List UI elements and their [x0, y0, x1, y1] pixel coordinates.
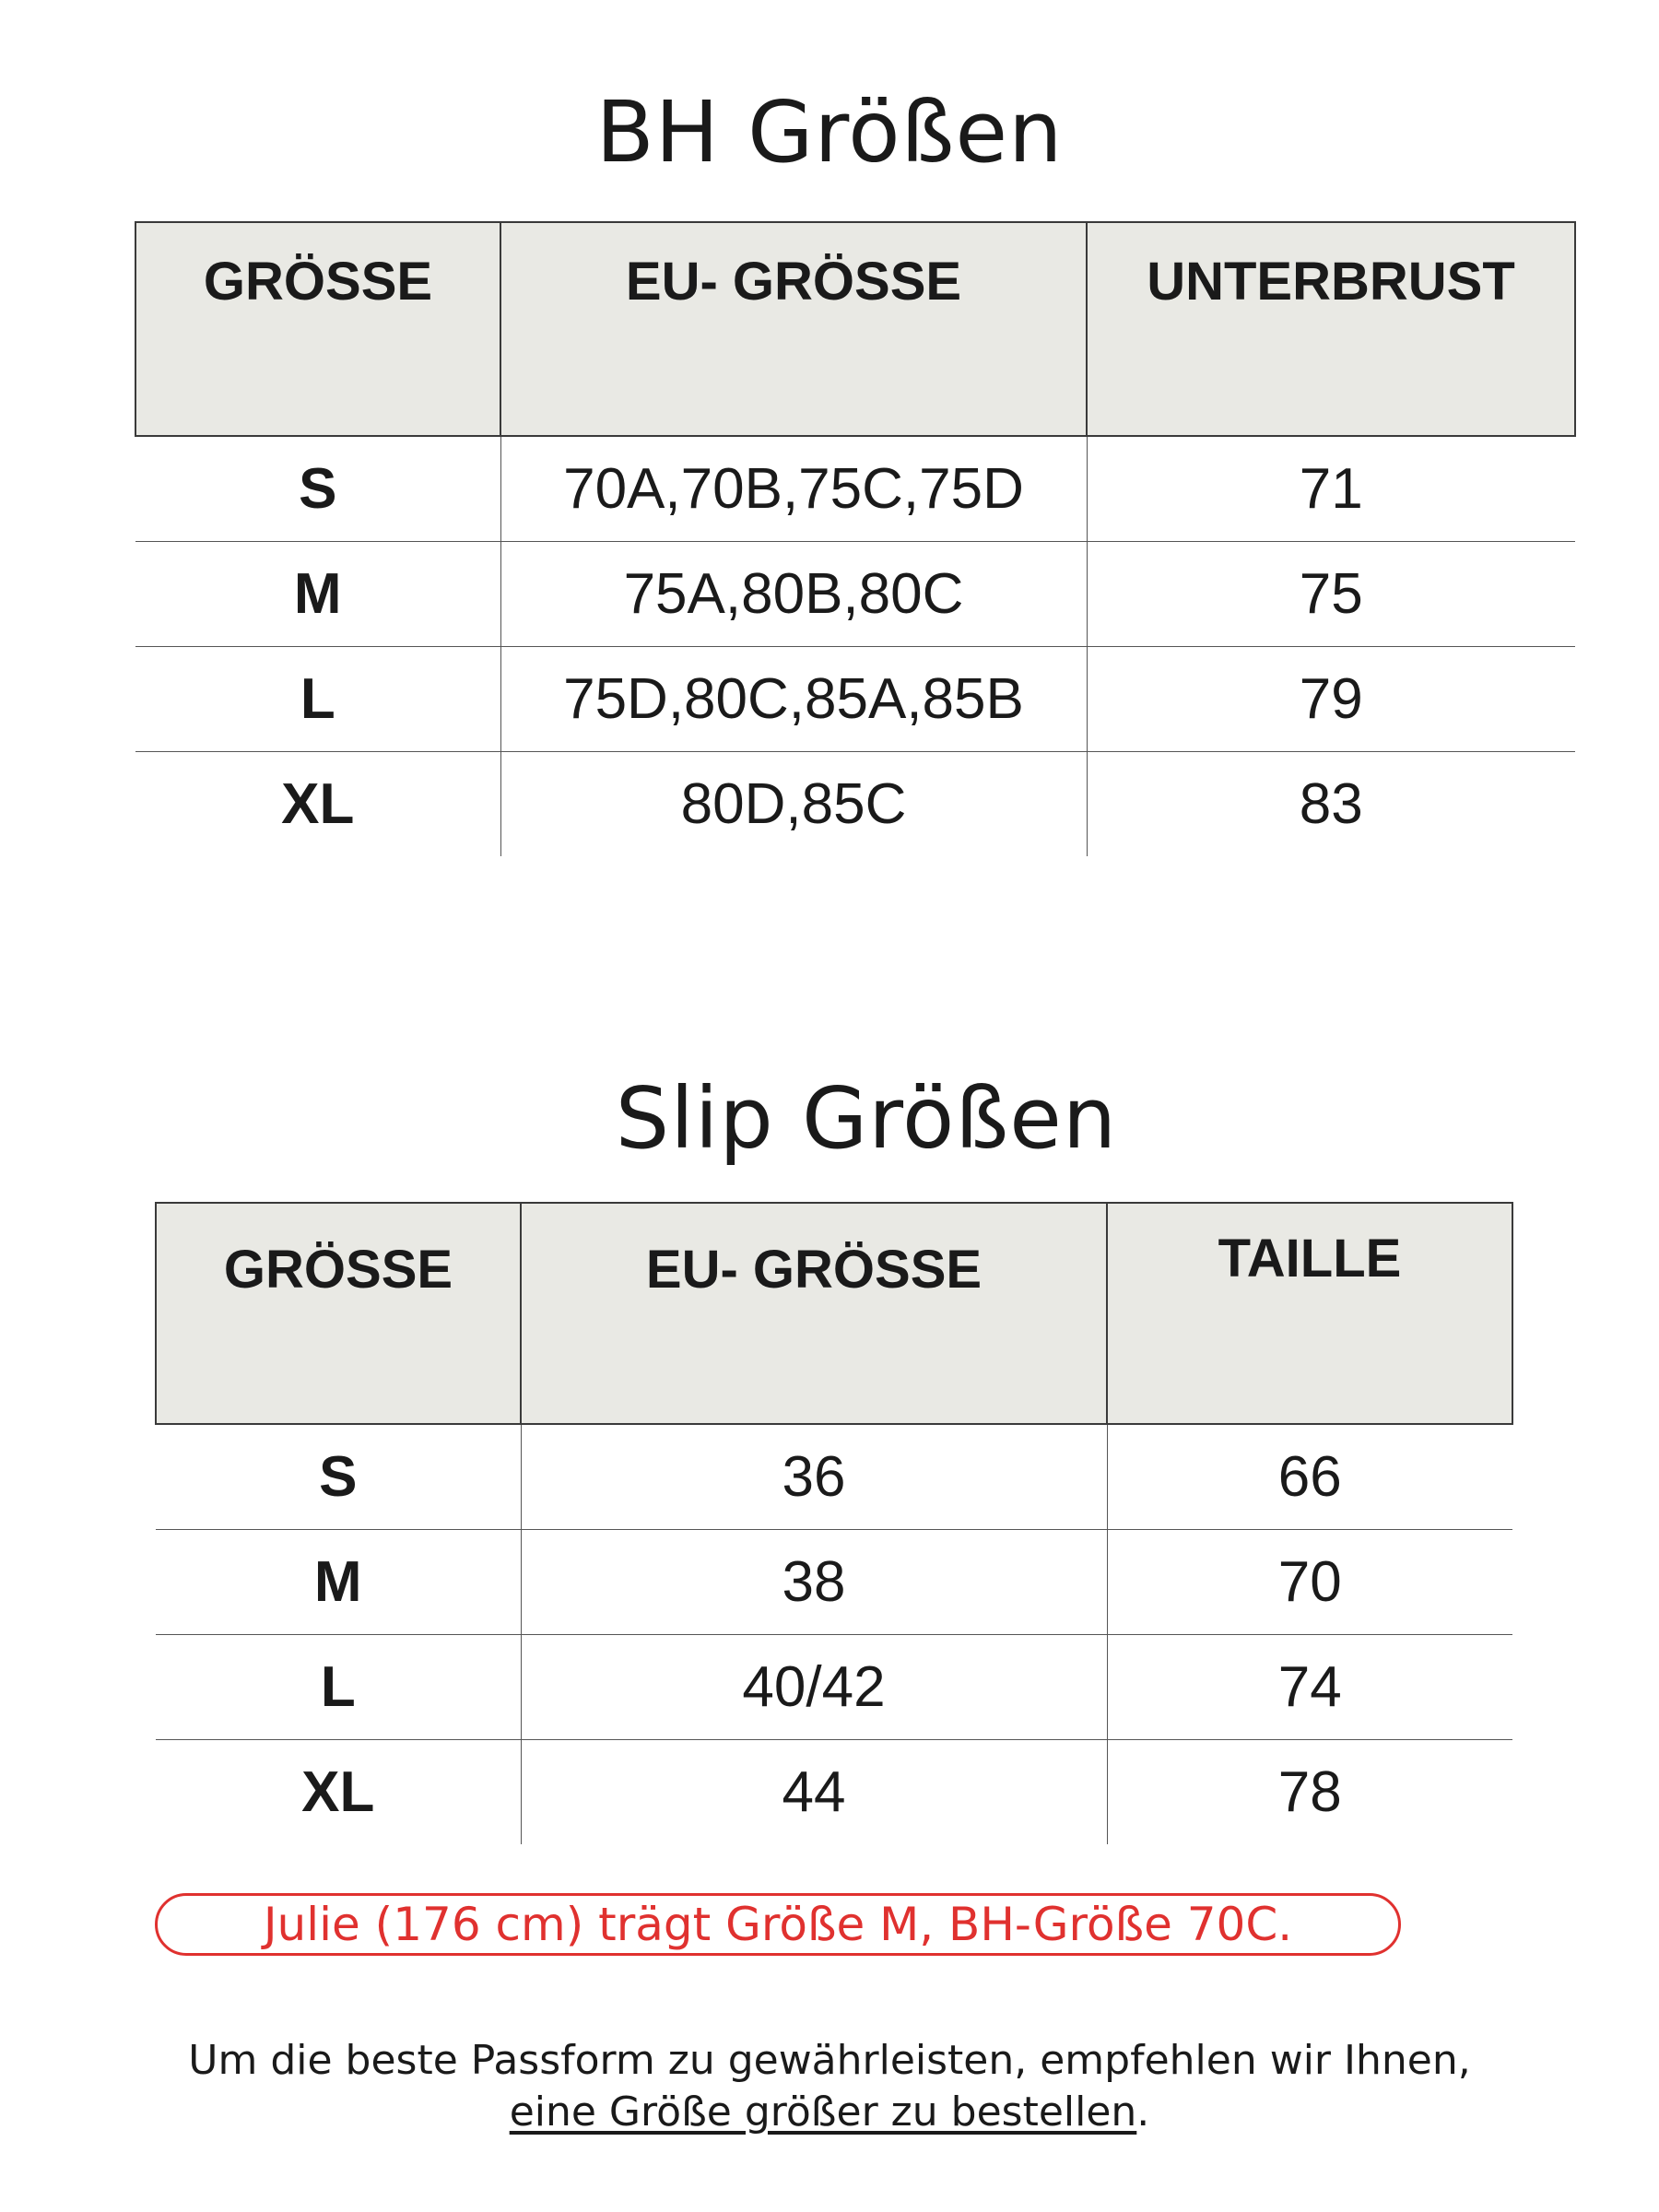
table-row	[135, 436, 1575, 542]
eu-size-cell: 70A,70B,75C,75D	[500, 436, 1087, 542]
size-cell: S	[135, 436, 500, 542]
table-row	[135, 542, 1575, 647]
eu-size-cell: 75A,80B,80C	[500, 542, 1087, 647]
slip-size-table	[155, 1202, 1513, 1844]
size-cell: L	[156, 1635, 521, 1740]
header-size: GRÖSSE	[135, 222, 500, 436]
eu-size-cell: 38	[521, 1530, 1107, 1635]
size-cell: L	[135, 647, 500, 752]
header-underbust: UNTERBRUST	[1087, 222, 1575, 436]
header-eu-size: EU- GRÖSSE	[500, 222, 1087, 436]
waist-cell: 66	[1107, 1424, 1512, 1530]
underbust-cell: 79	[1087, 647, 1575, 752]
table-row	[135, 647, 1575, 752]
table-header-row	[156, 1203, 1512, 1424]
eu-size-cell: 36	[521, 1424, 1107, 1530]
eu-size-cell: 80D,85C	[500, 752, 1087, 857]
underbust-cell: 75	[1087, 542, 1575, 647]
size-cell: M	[135, 542, 500, 647]
fit-advice-line-1: Um die beste Passform zu gewährleisten, empfehlen wir Ihnen,	[188, 2037, 1471, 2084]
waist-cell: 70	[1107, 1530, 1512, 1635]
table-row	[156, 1424, 1512, 1530]
table-header-row	[135, 222, 1575, 436]
waist-cell: 74	[1107, 1635, 1512, 1740]
fit-advice-line-2	[0, 2088, 1659, 2136]
size-up-advice: eine Größe größer zu bestellen	[509, 2088, 1137, 2136]
eu-size-cell: 40/42	[521, 1635, 1107, 1740]
waist-cell: 78	[1277, 1760, 1342, 1824]
size-cell: S	[156, 1424, 521, 1530]
underbust-cell: 83	[1299, 772, 1363, 836]
bh-sizes-title: BH Größen	[595, 83, 1064, 182]
bh-size-table	[135, 221, 1576, 856]
header-size: GRÖSSE	[156, 1203, 521, 1424]
size-cell: M	[156, 1530, 521, 1635]
model-size-note	[155, 1893, 1401, 1956]
table-row	[156, 1740, 1512, 1845]
header-waist: TAILLE	[1107, 1203, 1512, 1424]
table-row	[156, 1530, 1512, 1635]
underbust-cell: 71	[1087, 436, 1575, 542]
eu-size-cell: 44	[521, 1740, 1107, 1845]
size-cell: XL	[281, 772, 355, 836]
table-row	[135, 752, 1575, 857]
eu-size-cell: 75D,80C,85A,85B	[500, 647, 1087, 752]
model-size-note-text: Julie (176 cm) trägt Größe M, BH-Größe 70C.	[263, 1898, 1293, 1951]
size-cell: XL	[301, 1760, 375, 1824]
slip-sizes-title: Slip Größen	[615, 1069, 1118, 1168]
fit-advice-period: .	[1136, 2088, 1150, 2136]
table-row	[156, 1635, 1512, 1740]
header-eu-size: EU- GRÖSSE	[521, 1203, 1107, 1424]
